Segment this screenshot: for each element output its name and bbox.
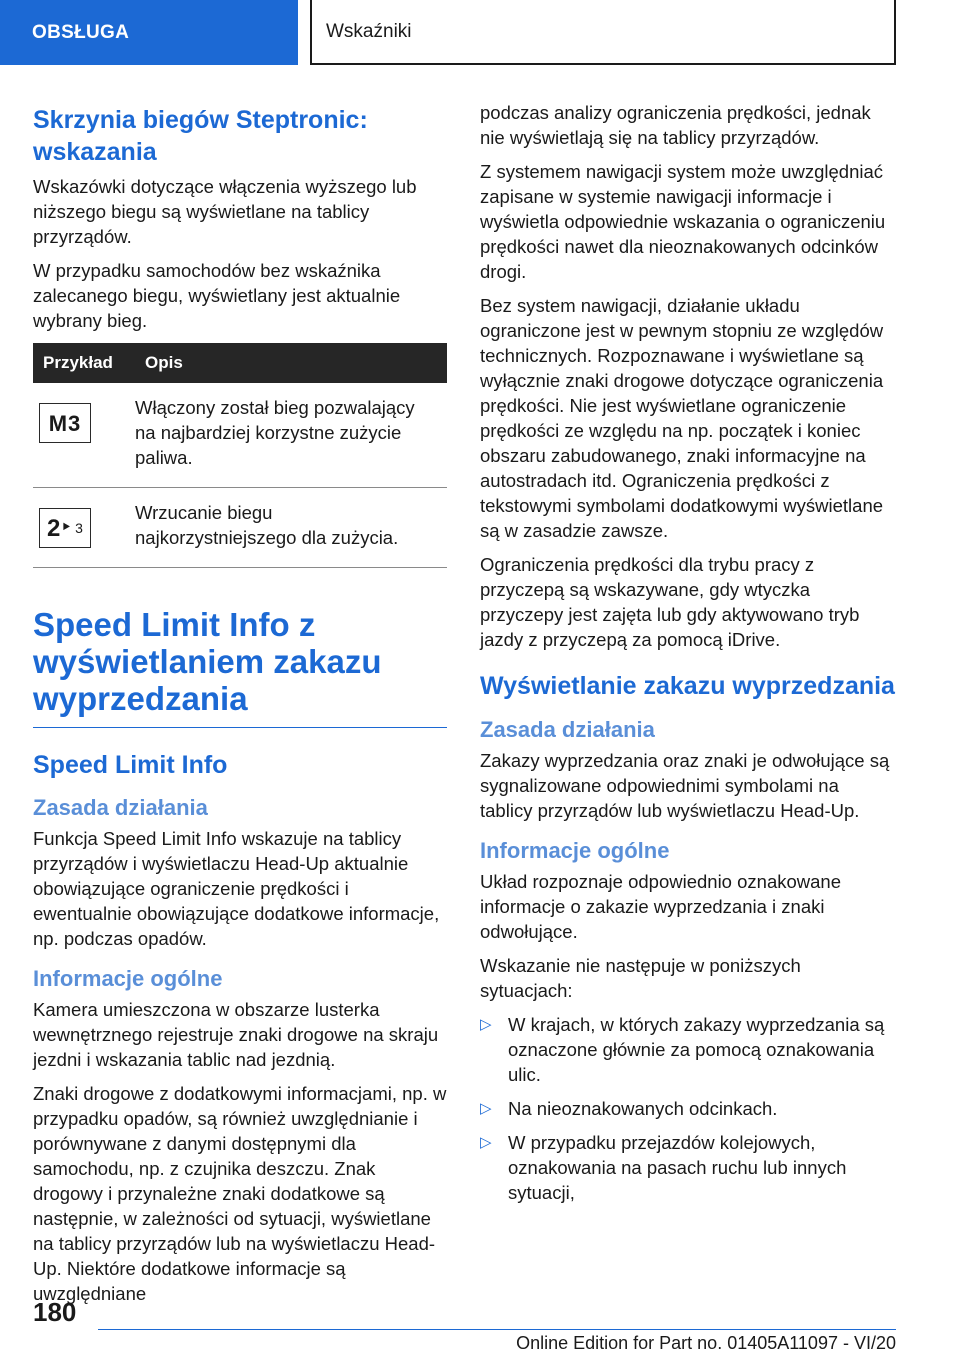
list-item [480,1130,896,1205]
breadcrumb [310,0,896,65]
triangle-bullet-icon: ▷ [480,1016,492,1033]
heading-informacje: Informacje ogólne [480,838,670,863]
table-header-description: Opis [135,343,447,383]
heading-informacje: Informacje ogólne [33,966,223,991]
heading-zasada: Zasada działania [33,795,208,820]
target-gear-number: 3 [75,519,83,536]
paragraph: podczas analizy ograniczenia prędkości, jednak nie wyświetlają się na tablicy przyrządów. [480,102,871,148]
triangle-bullet-icon: ▷ [480,1100,492,1117]
paragraph: Znaki drogowe z dodatkowymi informacjami, np. w przypadku opadów, są również uwzględnianie i porównywane z danymi dostępnymi dla samochodu, np. z czujnika deszczu. Znak drogowy i przynależne znaki dodatkowe są następnie, w zależności od sytuacji, wyświetlane na tablicy przyrządów lub na wyświetlaczu Head-Up. Niektóre dodatkowe informacje są uwzględniane [33,1083,447,1304]
shift-arrow-icon: ‣ [60,516,73,539]
breadcrumb-label: Wskaźniki [326,20,412,42]
paragraph: Układ rozpoznaje odpowiednio oznakowane informacje o zakazie wyprzedzania i znaki odwołujące. [480,871,841,942]
list-item-text: W przypadku przejazdów kolejowych, oznakowania na pasach ruchu lub innych sytuacji, [508,1132,847,1203]
section-tab[interactable] [0,0,298,65]
heading-speed-limit-main: Speed Limit Info z wyświetlaniem zakazu wyprzedzania [33,606,447,728]
footer-divider [98,1329,896,1330]
table-header-row [33,343,447,383]
heading-steptronic: Skrzynia biegów Steptronic: wskazania [33,106,368,166]
triangle-bullet-icon: ▷ [480,1134,492,1151]
heading-speed-limit-info: Speed Limit Info [33,751,228,779]
shift-recommendation-icon [39,508,91,548]
gear-indicator-table [33,343,447,568]
paragraph: Bez system nawigacji, działanie układu ograniczone jest w pewnym stopniu ze względów technicznych. Rozpoznawane i wyświetlane są wyłącznie znaki drogowe dotyczące ograniczenia prędkości. Nie jest wyświetlane ograniczenie prędkości ze względu na np. początek i koniec obszaru zabudowanego, znaki informacyjne na autostradach itd. Ograniczenia prędkości z tekstowymi symbolami dodatkowymi wyświetlane są w zasadzie zawsze. [480,295,884,541]
left-column [33,100,447,1315]
list-item [480,1096,896,1121]
page-number: 180 [33,1297,77,1327]
table-cell-icon [33,383,135,488]
list-item-text: Na nieoznakowanych odcinkach. [508,1098,778,1119]
section-tab-label: OBSŁUGA [32,21,130,43]
table-row [33,488,447,568]
paragraph: W przypadku samochodów bez wskaźnika zalecanego biegu, wyświetlany jest aktualnie wybrany bieg. [33,260,401,331]
list-item [480,1012,896,1087]
table-header-example: Przykład [33,343,135,383]
gear-m3-label: M3 [48,410,82,436]
paragraph: Wskazówki dotyczące włączenia wyższego lub niższego biegu są wyświetlane na tablicy przyrządów. [33,176,417,247]
table-row [33,383,447,488]
right-column [480,100,896,1214]
paragraph: Zakazy wyprzedzania oraz znaki je odwołujące są sygnalizowane odpowiednimi symbolami na tablicy przyrządów lub wyświetlaczu Head-Up. [480,750,890,821]
table-cell-description: Wrzucanie biegu najkorzystniejszego dla zużycia. [135,488,447,568]
gear-m3-icon [39,403,91,443]
list-item-text: W krajach, w których zakazy wyprzedzania są oznaczone głównie za pomocą oznakowania ulic. [508,1014,885,1085]
table-cell-description: Włączony został bieg pozwalający na najbardziej korzystne zużycie paliwa. [135,383,447,488]
current-gear-number: 2 [47,514,61,542]
paragraph: Kamera umieszczona w obszarze lusterka wewnętrznego rejestruje znaki drogowe na skraju jezdni i wskazania tablic nad jezdnią. [33,999,439,1070]
paragraph: Funkcja Speed Limit Info wskazuje na tablicy przyrządów i wyświetlaczu Head-Up aktualnie obowiązujące ograniczenie prędkości i ewentualnie obowiązujące dodatkowe informacje, np. podczas opadów. [33,828,440,949]
paragraph: Wskazanie nie następuje w poniższych sytuacjach: [480,955,801,1001]
table-cell-icon [33,488,135,568]
heading-zasada: Zasada działania [480,717,655,742]
bullet-list [480,1012,896,1205]
paragraph: Z systemem nawigacji system może uwzględniać zapisane w systemie nawigacji informacje i wyświetla odpowiednie wskazania o ograniczeniu prędkości nawet dla nieoznakowanych odcinków drogi. [480,161,886,282]
heading-wyswietlanie: Wyświetlanie zakazu wyprzedzania [480,672,895,700]
footer-edition: Online Edition for Part no. 01405A11097 - VI/20 [516,1333,896,1353]
paragraph: Ograniczenia prędkości dla trybu pracy z przyczepą są wskazywane, gdy wtyczka przyczepy jest zajęta lub gdy aktywowano tryb jazdy z przyczepą za pomocą iDrive. [480,554,860,650]
